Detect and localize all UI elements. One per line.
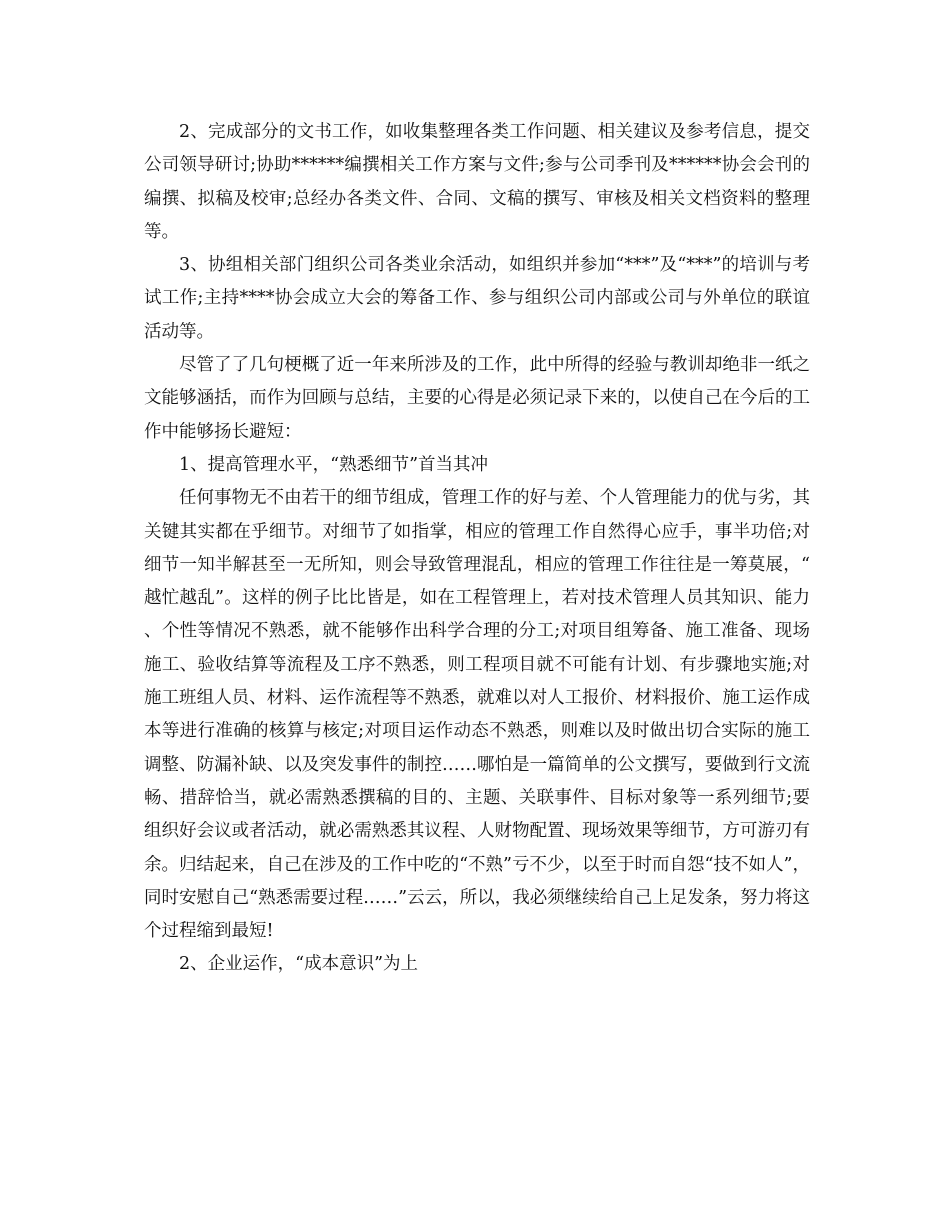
heading-cost-awareness: 2、企业运作，“成本意识”为上 [179, 954, 419, 975]
document-body [144, 116, 810, 982]
heading-familiar-with-details: 1、提高管理水平，“熟悉细节”首当其冲 [179, 454, 489, 475]
paragraph-summary-intro: 尽管了了几句梗概了近一年来所涉及的工作，此中所得的经验与教训却绝非一纸之文能够涵括，而作为回顾与总结，主要的心得是必须记录下来的，以使自己在今后的工作中能够扬长避短： [144, 355, 810, 442]
paragraph-clerical-work: 2、完成部分的文书工作，如收集整理各类工作问题、相关建议及参考信息，提交公司领导研讨;协助******编撰相关工作方案与文件;参与公司季刊及******协会会刊的编撰、拟稿及校审;总经办各类文件、合同、文稿的撰写、审核及相关文档资料的整理等。 [144, 122, 810, 242]
paragraph-details: 任何事物无不由若干的细节组成，管理工作的好与差、个人管理能力的优与劣，其关键其实都在乎细节。对细节了如指掌，相应的管理工作自然得心应手，事半功倍;对细节一知半解甚至一无所知，则会导致管理混乱，相应的管理工作往往是一筹莫展，“越忙越乱”。这样的例子比比皆是，如在工程管理上，若对技术管理人员其知识、能力、个性等情况不熟悉，就不能够作出科学合理的分工;对项目组筹备、施工准备、现场施工、验收结算等流程及工序不熟悉，则工程项目就不可能有计划、有步骤地实施;对施工班组人员、材料、运作流程等不熟悉，就难以对人工报价、材料报价、施工运作成本等进行准确的核算与核定;对项目运作动态不熟悉，则难以及时做出切合实际的施工调整、防漏补缺、以及突发事件的制控……哪怕是一篇简单的公文撰写，要做到行文流畅、措辞恰当，就必需熟悉撰稿的目的、主题、关联事件、目标对象等一系列细节;要组织好会议或者活动，就必需熟悉其议程、人财物配置、现场效果等细节，方可游刃有余。归结起来，自己在涉及的工作中吃的“不熟”亏不少，以至于时而自怨“技不如人”，同时安慰自己“熟悉需要过程……”云云，所以，我必须继续给自己上足发条，努力将这个过程缩到最短! [144, 488, 810, 942]
paragraph-activities: 3、协组相关部门组织公司各类业余活动，如组织并参加“***”及“***”的培训与考试工作;主持****协会成立大会的筹备工作、参与组织公司内部或公司与外单位的联谊活动等。 [144, 255, 810, 342]
